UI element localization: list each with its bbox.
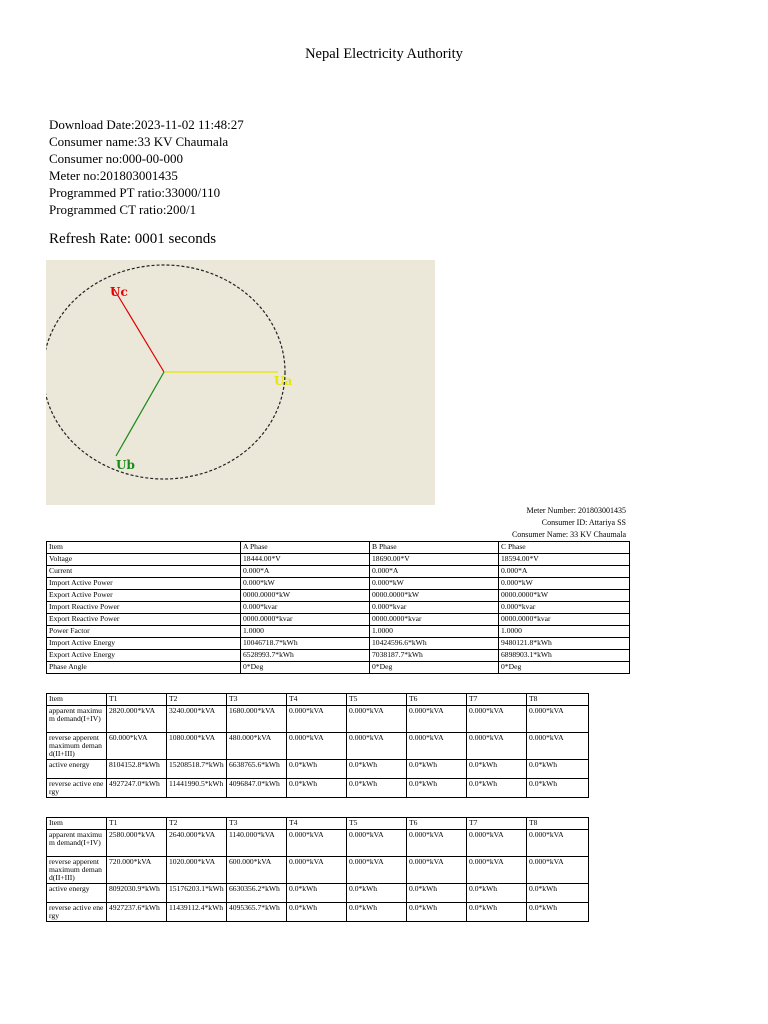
table-row [47, 779, 589, 798]
table-cell: 0.000*kVA [407, 830, 467, 857]
table-cell: active energy [47, 884, 107, 903]
table-cell: Voltage [47, 554, 241, 566]
table-cell: 720.000*kVA [107, 857, 167, 884]
meter-number: Meter no:201803001435 [49, 168, 178, 183]
table-header-cell: T8 [527, 694, 589, 706]
table-header-cell: T7 [467, 694, 527, 706]
table-cell: 0.0*kWh [347, 884, 407, 903]
table-cell: 10046718.7*kWh [241, 638, 370, 650]
table-cell: 0.0*kWh [347, 903, 407, 922]
table-cell: 2640.000*kVA [167, 830, 227, 857]
table-cell: 6528993.7*kWh [241, 650, 370, 662]
table-cell: 0.0*kWh [287, 779, 347, 798]
table-cell: Export Active Energy [47, 650, 241, 662]
table-cell: reverse apperent maximum demand(II+III) [47, 857, 107, 884]
table-cell: 0.000*kVA [527, 706, 589, 733]
table-cell: 0.000*kVA [527, 733, 589, 760]
table-cell: 0.000*kW [241, 578, 370, 590]
table-cell: 2820.000*kVA [107, 706, 167, 733]
table-row [47, 554, 630, 566]
table-cell: active energy [47, 760, 107, 779]
table-header-cell: T2 [167, 694, 227, 706]
table-cell: 1.0000 [370, 626, 499, 638]
table-header-cell: Item [47, 694, 107, 706]
table-cell: 0*Deg [370, 662, 499, 674]
table-header-row [47, 818, 589, 830]
table-cell: 0000.0000*kvar [499, 614, 630, 626]
table-header-cell: C Phase [499, 542, 630, 554]
table-cell: 0000.0000*kvar [370, 614, 499, 626]
table-cell: 0.0*kWh [407, 903, 467, 922]
page-title: Nepal Electricity Authority [305, 46, 463, 62]
table-cell: 3240.000*kVA [167, 706, 227, 733]
table-cell: 11441990.5*kWh [167, 779, 227, 798]
table-cell: 18444.00*V [241, 554, 370, 566]
table-header-cell: T6 [407, 694, 467, 706]
table-cell: reverse active energy [47, 779, 107, 798]
table-cell: 0.000*kVA [407, 706, 467, 733]
table-cell: 7038187.7*kWh [370, 650, 499, 662]
table-row [47, 903, 589, 922]
table-header-cell: T3 [227, 818, 287, 830]
consumer-name: Consumer name:33 KV Chaumala [49, 134, 229, 149]
table-cell: 0.0*kWh [347, 779, 407, 798]
table-cell: 1680.000*kVA [227, 706, 287, 733]
table-cell: 0.000*kW [499, 578, 630, 590]
table-cell: 1.0000 [499, 626, 630, 638]
table-cell: 0.000*kVA [527, 830, 589, 857]
table-cell: 18690.00*V [370, 554, 499, 566]
table-cell: 0.000*kVA [347, 857, 407, 884]
table-cell: 0.000*kVA [287, 733, 347, 760]
table-cell: 0.000*kVA [287, 830, 347, 857]
table-row [47, 760, 589, 779]
table-header-cell: T1 [107, 694, 167, 706]
table-row [47, 602, 630, 614]
table-cell: 15208518.7*kWh [167, 760, 227, 779]
table-cell: reverse apperent maximum demand(II+III) [47, 733, 107, 760]
table-header-cell: A Phase [241, 542, 370, 554]
table-header-cell: T4 [287, 818, 347, 830]
table-cell: Power Factor [47, 626, 241, 638]
table-cell: 4927237.6*kWh [107, 903, 167, 922]
table-cell: 0.0*kWh [527, 779, 589, 798]
table-cell: 0*Deg [241, 662, 370, 674]
table-cell: 15176203.1*kWh [167, 884, 227, 903]
table-cell: 0.0*kWh [347, 760, 407, 779]
table-row [47, 857, 589, 884]
table-cell: 0.0*kWh [467, 760, 527, 779]
table-cell: apparent maximum demand(I+IV) [47, 706, 107, 733]
table-cell: 0.000*kVA [407, 857, 467, 884]
refresh-rate: Refresh Rate: 0001 seconds [49, 231, 217, 247]
table-cell: 0.0*kWh [407, 884, 467, 903]
table-cell: 6898903.1*kWh [499, 650, 630, 662]
table-cell: 0.000*kVA [407, 733, 467, 760]
pt-ratio: Programmed PT ratio:33000/110 [49, 185, 221, 200]
table-cell: 9480121.8*kWh [499, 638, 630, 650]
table-cell: 1080.000*kVA [167, 733, 227, 760]
table-header-cell: Item [47, 542, 241, 554]
table-cell: 4095365.7*kWh [227, 903, 287, 922]
tariff-table-body [47, 818, 589, 922]
meta-consumer-id: Consumer ID: Attariya SS [541, 518, 626, 527]
table-cell: 1140.000*kVA [227, 830, 287, 857]
table-header-row [47, 694, 589, 706]
table-cell: 0.0*kWh [287, 903, 347, 922]
tariff-table-1 [46, 693, 589, 798]
table-row [47, 638, 630, 650]
meta-consumer-name: Consumer Name: 33 KV Chaumala [511, 530, 626, 539]
table-row [47, 578, 630, 590]
ct-ratio: Programmed CT ratio:200/1 [49, 202, 197, 217]
meter-info-block [49, 116, 244, 218]
table-cell: 0000.0000*kW [241, 590, 370, 602]
table-header-cell: T2 [167, 818, 227, 830]
table-cell: 0.000*kVA [347, 706, 407, 733]
table-cell: 0.0*kWh [407, 779, 467, 798]
table-cell: 8092030.9*kWh [107, 884, 167, 903]
table-cell: 0.0*kWh [467, 779, 527, 798]
table-header-cell: T4 [287, 694, 347, 706]
table-row [47, 884, 589, 903]
table-cell: 0000.0000*kvar [241, 614, 370, 626]
table-cell: 0.000*kVA [467, 830, 527, 857]
table-cell: 0.000*kvar [241, 602, 370, 614]
table-cell: 0.000*kvar [370, 602, 499, 614]
table-cell: 60.000*kVA [107, 733, 167, 760]
table-cell: 0.0*kWh [527, 903, 589, 922]
table-cell: 0.000*kVA [467, 706, 527, 733]
table-cell: 0.000*kVA [527, 857, 589, 884]
table-cell: Phase Angle [47, 662, 241, 674]
table-cell: 0*Deg [499, 662, 630, 674]
table-cell: 0.000*kVA [467, 733, 527, 760]
phasor-ub-label: Ub [116, 458, 135, 472]
table-cell: 0.000*kVA [347, 733, 407, 760]
tariff-table-2 [46, 817, 589, 922]
table-row [47, 733, 589, 760]
table-cell: 0000.0000*kW [499, 590, 630, 602]
table-row [47, 830, 589, 857]
table-cell: 0.0*kWh [287, 884, 347, 903]
table-cell: 0.0*kWh [287, 760, 347, 779]
table-cell: apparent maximum demand(I+IV) [47, 830, 107, 857]
table-cell: Import Active Energy [47, 638, 241, 650]
meta-meter-number: Meter Number: 201803001435 [526, 506, 626, 515]
table-header-cell: T6 [407, 818, 467, 830]
table-header-cell: T1 [107, 818, 167, 830]
table-cell: reverse active energy [47, 903, 107, 922]
table-cell: 0.000*A [499, 566, 630, 578]
table-row [47, 566, 630, 578]
table-cell: Export Reactive Power [47, 614, 241, 626]
table-cell: 6638765.6*kWh [227, 760, 287, 779]
download-date: Download Date:2023-11-02 11:48:27 [49, 117, 244, 132]
phasor-diagram [46, 260, 435, 505]
table-cell: 0.0*kWh [467, 903, 527, 922]
table-cell: 10424596.6*kWh [370, 638, 499, 650]
table-cell: 0.000*kVA [467, 857, 527, 884]
table-cell: 2580.000*kVA [107, 830, 167, 857]
table-row [47, 590, 630, 602]
table-row [47, 706, 589, 733]
table-header-cell: T3 [227, 694, 287, 706]
table-cell: 0.000*A [241, 566, 370, 578]
table-cell: 0.0*kWh [467, 884, 527, 903]
phasor-ua-label: Ua [274, 374, 293, 388]
phasor-uc-label: Uc [110, 285, 128, 299]
table-cell: 0.0*kWh [527, 884, 589, 903]
table-row [47, 662, 630, 674]
table-cell: 1.0000 [241, 626, 370, 638]
table-cell: 8104152.8*kWh [107, 760, 167, 779]
table-cell: 0.000*kW [370, 578, 499, 590]
table-row [47, 614, 630, 626]
table-cell: 4927247.0*kWh [107, 779, 167, 798]
phase-table-body [47, 542, 630, 674]
table-cell: Import Active Power [47, 578, 241, 590]
table-cell: Export Active Power [47, 590, 241, 602]
phasor-background [46, 260, 435, 505]
table-cell: 18594.00*V [499, 554, 630, 566]
table-cell: 6630356.2*kWh [227, 884, 287, 903]
table-header-cell: B Phase [370, 542, 499, 554]
table-cell: 0.000*kVA [287, 857, 347, 884]
table-header-cell: T7 [467, 818, 527, 830]
table-cell: 0.000*A [370, 566, 499, 578]
table-cell: 0.0*kWh [527, 760, 589, 779]
phase-table [46, 541, 630, 674]
table-cell: Current [47, 566, 241, 578]
table-cell: 0.000*kVA [347, 830, 407, 857]
table-cell: 480.000*kVA [227, 733, 287, 760]
table-header-cell: T8 [527, 818, 589, 830]
tariff-table-body [47, 694, 589, 798]
table-header-cell: Item [47, 818, 107, 830]
consumer-number: Consumer no:000-00-000 [49, 151, 183, 166]
table-cell: 600.000*kVA [227, 857, 287, 884]
table-cell: 0.000*kVA [287, 706, 347, 733]
table-cell: 0.0*kWh [407, 760, 467, 779]
table-row [47, 626, 630, 638]
table-header-cell: T5 [347, 818, 407, 830]
table-cell: 11439112.4*kWh [167, 903, 227, 922]
table-cell: 1020.000*kVA [167, 857, 227, 884]
table-row [47, 650, 630, 662]
table-cell: 0.000*kvar [499, 602, 630, 614]
table-header-row [47, 542, 630, 554]
table-cell: 0000.0000*kW [370, 590, 499, 602]
table-header-cell: T5 [347, 694, 407, 706]
table-cell: 4096847.0*kWh [227, 779, 287, 798]
table-cell: Import Reactive Power [47, 602, 241, 614]
